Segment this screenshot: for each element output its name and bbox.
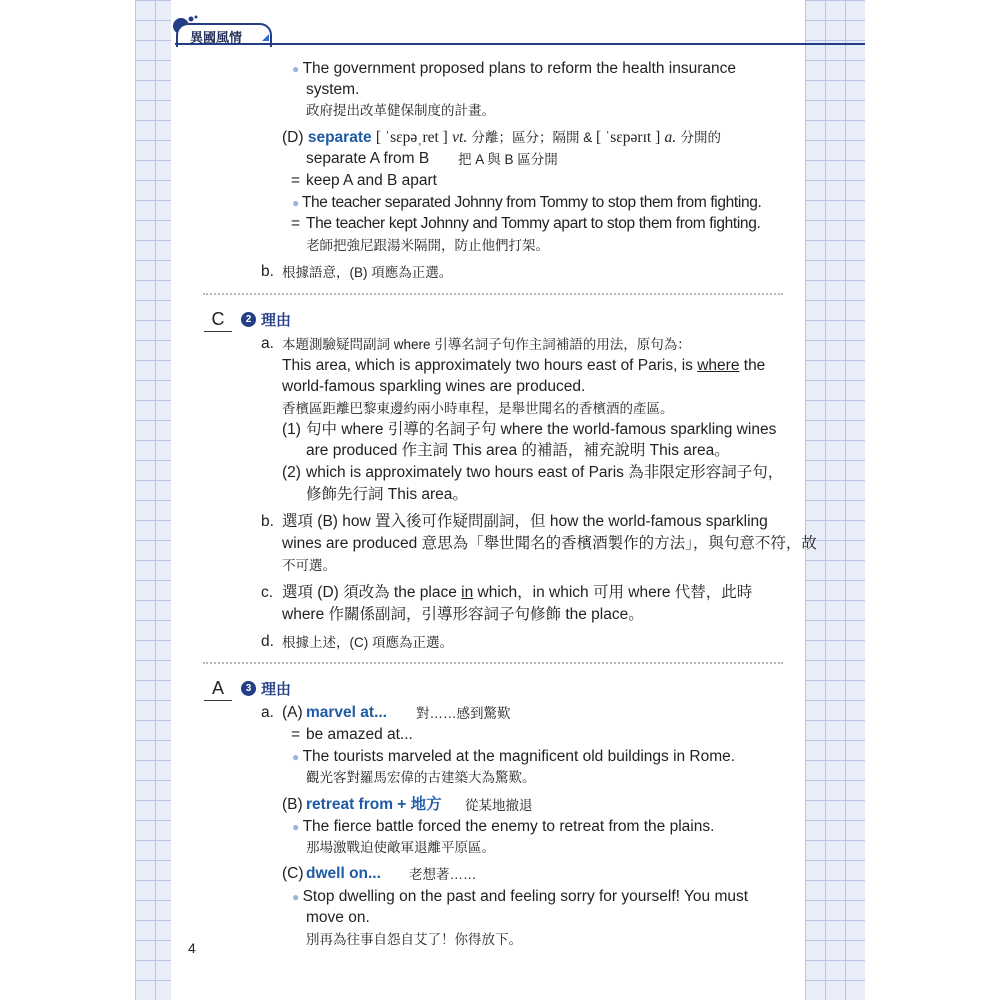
example-translation: 政府提出改革健保制度的計畫。: [306, 103, 495, 118]
example-sentence-cont: system.: [306, 81, 360, 98]
example-sentence: ● Stop dwelling on the past and feeling sorry for yourself! You must: [292, 888, 749, 905]
original-sentence: This area, which is approximately two hours east of Paris, is where the: [282, 357, 766, 374]
reason-heading: 理由: [261, 681, 292, 698]
explanation-text-cont: 不可選。: [282, 558, 336, 573]
example-sentence: ● The tourists marveled at the magnificent old buildings in Rome.: [292, 748, 736, 765]
dotted-separator: [203, 293, 783, 295]
sub-point-text-cont: 修飾先行詞 This area。: [306, 486, 468, 503]
conclusion-text: 根據上述，(C) 項應為正選。: [282, 635, 453, 650]
section-title: 異國風情: [190, 30, 243, 45]
example-sentence: ● The government proposed plans to reform the health insurance: [292, 60, 736, 77]
synonym-phrase: be amazed at...: [306, 726, 413, 743]
dotted-separator: [203, 662, 783, 664]
vocab-entry-d: (D) separate [ ˈsɛpəˌret ] vt. 分離；區分；隔開 & [ ˈsɛpərɪt ] a. 分開的: [282, 129, 721, 146]
bullet-dot-icon: ●: [292, 820, 303, 834]
answer-letter: A: [204, 676, 232, 701]
question-number-badge: 3: [241, 681, 256, 696]
vocab-term: dwell on...: [306, 865, 381, 882]
phrase: separate A from B: [306, 150, 430, 167]
vocab-meaning: 對……感到驚歎: [416, 706, 511, 721]
equals-sign: =: [291, 215, 301, 232]
explanation-text-cont: wines are produced 意思為「舉世聞名的香檳酒製作的方法」，與句意不符，故: [282, 535, 817, 552]
header-rule: [175, 43, 865, 45]
vocab-meaning: 老想著……: [409, 867, 477, 882]
explanation-text: 本題測驗疑問副詞 where 引導名詞子句作主詞補語的用法，原句為：: [282, 337, 691, 352]
option-label: (C): [282, 865, 304, 882]
vocab-meaning: 從某地撤退: [465, 798, 533, 813]
point-label: d.: [261, 633, 274, 650]
point-label: a.: [261, 335, 274, 352]
equals-sign: =: [291, 172, 301, 189]
bullet-dot-icon: ●: [292, 62, 303, 76]
sentence-translation: 香檳區距離巴黎東邊約兩小時車程，是舉世聞名的香檳酒的產區。: [282, 401, 674, 416]
sub-point-text: 句中 where 引導的名詞子句 where the world-famous sparkling wines: [306, 421, 777, 438]
explanation-text-cont: where 作關係副詞，引導形容詞子句修飾 the place。: [282, 606, 644, 623]
point-label: b.: [261, 263, 274, 280]
option-label: (B): [282, 796, 303, 813]
explanation-text: 選項 (D) 須改為 the place in which，in which 可用 where 代替，此時: [282, 584, 753, 601]
sub-point-label: (1): [282, 421, 301, 438]
synonym-phrase: keep A and B apart: [306, 172, 437, 189]
example-translation: 觀光客對羅馬宏偉的古建築大為驚歎。: [306, 770, 536, 785]
vocab-term: marvel at...: [306, 704, 387, 721]
point-label: b.: [261, 513, 274, 530]
example-translation: 那場激戰迫使敵軍退離平原區。: [306, 840, 495, 855]
grid-margin-left: [135, 0, 171, 1000]
example-sentence-cont: move on.: [306, 909, 370, 926]
option-label: (A): [282, 704, 303, 721]
equals-sign: =: [291, 726, 301, 743]
original-sentence-cont: world-famous sparkling wines are produced.: [282, 378, 586, 395]
example-sentence: ● The fierce battle forced the enemy to retreat from the plains.: [292, 818, 715, 835]
corner-triangle-icon: [262, 34, 269, 41]
explanation-text: 選項 (B) how 置入後可作疑問副詞，但 how the world-famous sparkling: [282, 513, 768, 530]
bullet-dot-icon: ●: [292, 890, 303, 904]
grid-margin-right: [805, 0, 865, 1000]
example-sentence-equivalent: The teacher kept Johnny and Tommy apart to stop them from fighting.: [306, 215, 761, 232]
question-number-badge: 2: [241, 312, 256, 327]
reason-heading: 理由: [261, 312, 292, 329]
bullet-dot-icon: ●: [292, 196, 302, 210]
point-label: a.: [261, 704, 274, 721]
sub-point-text: which is approximately two hours east of Paris 為非限定形容詞子句，: [306, 464, 784, 481]
sub-point-text-cont: are produced 作主詞 This area 的補語，補充說明 This area。: [306, 442, 730, 459]
conclusion-text: 根據語意，(B) 項應為正選。: [282, 265, 453, 280]
example-translation: 老師把強尼跟湯米隔開，防止他們打架。: [306, 238, 549, 253]
example-sentence: ● The teacher separated Johnny from Tommy to stop them from fighting.: [292, 194, 762, 211]
point-label: c.: [261, 584, 274, 601]
phrase-translation: 把 A 與 B 區分開: [458, 152, 558, 167]
bullet-dot-icon: ●: [292, 750, 303, 764]
page-number: 4: [188, 940, 196, 956]
vocab-term: retreat from + 地方: [306, 796, 442, 813]
sub-point-label: (2): [282, 464, 301, 481]
example-translation: 別再為往事自怨自艾了！你得放下。: [306, 932, 522, 947]
answer-letter: C: [204, 307, 232, 332]
